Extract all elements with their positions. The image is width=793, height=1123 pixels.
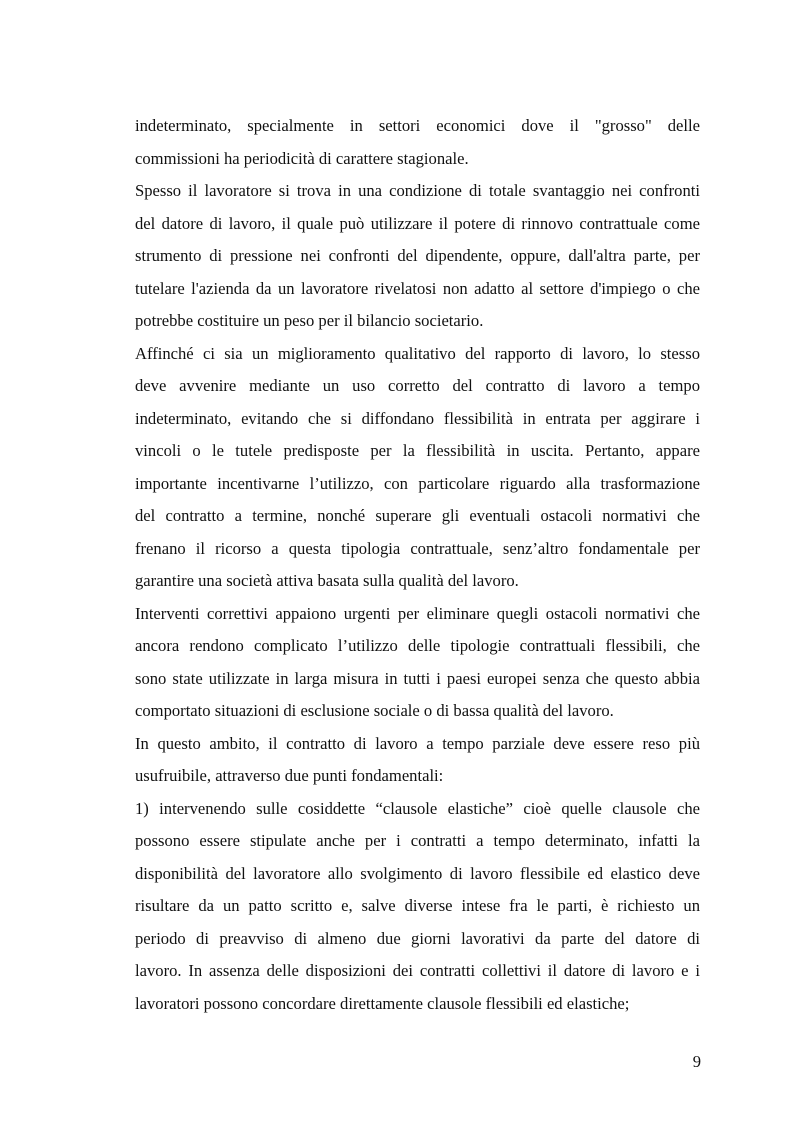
text-line: Interventi correttivi appaiono urgenti per eliminare quegli ostacoli normativi che xyxy=(135,603,700,623)
paragraph-6 xyxy=(135,793,700,1021)
text-line: indeterminato, specialmente in settori economici dove il "grosso" delle xyxy=(135,116,700,135)
text-line: Affinché ci sia un miglioramento qualitativo del rapporto di lavoro, lo stesso xyxy=(135,343,700,363)
text-line: del contratto a termine, nonché superare gli eventuali ostacoli normativi che xyxy=(135,506,700,525)
text-line: tutelare l'azienda da un lavoratore rivelatosi non adatto al settore d'impiego o che xyxy=(135,278,700,298)
text-line: vincoli o le tutele predisposte per la flessibilità in uscita. Pertanto, appare xyxy=(135,441,700,460)
text-line: comportato situazioni di esclusione sociale o di bassa qualità del lavoro. xyxy=(135,701,614,720)
text-line: potrebbe costituire un peso per il bilancio societario. xyxy=(135,311,484,330)
text-line: risultare da un patto scritto e, salve diverse intese fra le parti, è richiesto un xyxy=(135,896,700,915)
text-line: strumento di pressione nei confronti del dipendente, oppure, dall'altra parte, per xyxy=(135,246,700,265)
text-line: frenano il ricorso a questa tipologia contrattuale, senz’altro fondamentale per xyxy=(135,538,700,558)
paragraph-2 xyxy=(135,175,700,338)
paragraph-3 xyxy=(135,338,700,598)
text-line: commissioni ha periodicità di carattere stagionale. xyxy=(135,148,469,168)
text-line: deve avvenire mediante un uso corretto del contratto di lavoro a tempo xyxy=(135,376,700,395)
text-line: importante incentivarne l’utilizzo, con particolare riguardo alla trasformazione xyxy=(135,473,700,493)
text-line: garantire una società attiva basata sulla qualità del lavoro. xyxy=(135,571,519,590)
paragraph-5 xyxy=(135,728,700,793)
page-number: 9 xyxy=(692,1052,701,1071)
text-line: 1) intervenendo sulle cosiddette “clausole elastiche” cioè quelle clausole che xyxy=(135,798,700,818)
text-line: lavoratori possono concordare direttamente clausole flessibili ed elastiche; xyxy=(135,993,630,1013)
document-body xyxy=(135,110,700,1020)
text-line: sono state utilizzate in larga misura in tutti i paesi europei senza che questo abbia xyxy=(135,668,700,688)
text-line: Spesso il lavoratore si trova in una condizione di totale svantaggio nei confronti xyxy=(135,181,700,200)
paragraph-4 xyxy=(135,598,700,728)
text-line: periodo di preavviso di almeno due giorni lavorativi da parte del datore di xyxy=(135,928,700,948)
text-line: indeterminato, evitando che si diffondano flessibilità in entrata per aggirare i xyxy=(135,408,700,428)
text-line: disponibilità del lavoratore allo svolgimento di lavoro flessibile ed elastico deve xyxy=(135,863,700,883)
text-line: lavoro. In assenza delle disposizioni dei contratti collettivi il datore di lavoro e i xyxy=(135,961,700,980)
paragraph-1 xyxy=(135,110,700,175)
text-line: ancora rendono complicato l’utilizzo delle tipologie contrattuali flessibili, che xyxy=(135,636,700,655)
text-line: usufruibile, attraverso due punti fondamentali: xyxy=(135,766,444,785)
text-line: del datore di lavoro, il quale può utilizzare il potere di rinnovo contrattuale come xyxy=(135,213,700,233)
text-line: In questo ambito, il contratto di lavoro a tempo parziale deve essere reso più xyxy=(135,733,700,753)
text-line: possono essere stipulate anche per i contratti a tempo determinato, infatti la xyxy=(135,831,700,850)
